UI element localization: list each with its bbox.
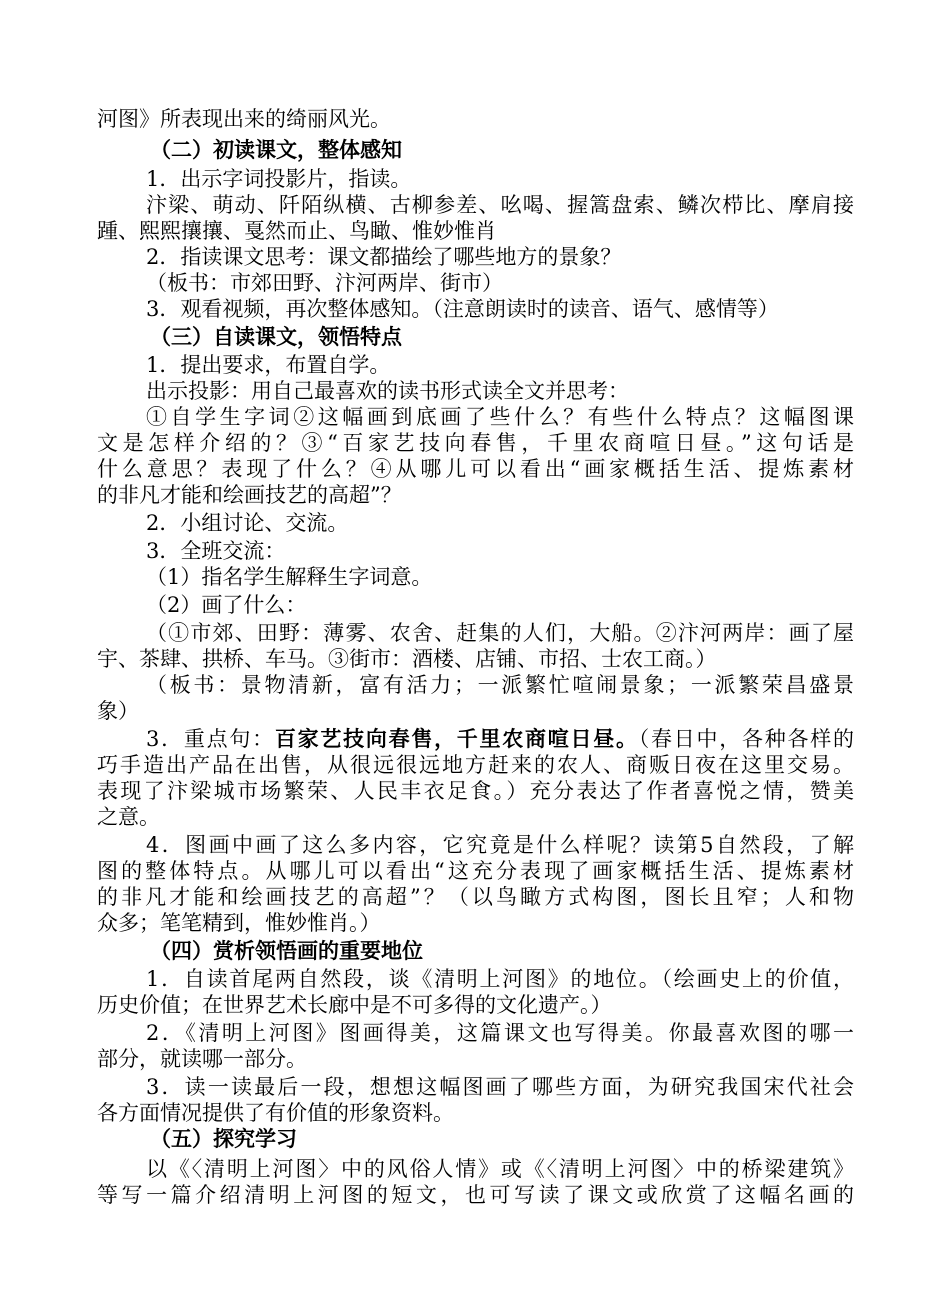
- text-line: 文是怎样介绍的？③“百家艺技向春售，千里农商喧日昼。”这句话是: [97, 431, 854, 455]
- text-line: 2．指读课文思考：课文都描绘了哪些地方的景象？: [146, 245, 622, 269]
- section-heading: （二）初读课文，整体感知: [150, 137, 402, 162]
- text-line: 4．图画中画了这么多内容，它究竟是什么样呢？读第5自然段，了解: [146, 833, 854, 857]
- text-line: 宇、茶肆、拱桥、车马。③街市：酒楼、店铺、市招、士农工商。）: [97, 647, 717, 671]
- text-line: （板书：市郊田野、汴河两岸、街市）: [146, 271, 503, 295]
- text-line: 2．小组讨论、交流。: [146, 511, 349, 535]
- section-heading: （三）自读课文，领悟特点: [150, 324, 402, 349]
- text-line: 汴梁、萌动、阡陌纵横、古柳参差、吆喝、握篙盘索、鳞次栉比、摩肩接: [146, 193, 854, 217]
- text-line: 等写一篇介绍清明上河图的短文，也可写读了课文或欣赏了这幅名画的: [97, 1183, 854, 1207]
- text-line: （板书：景物清新，富有活力；一派繁忙喧闹景象；一派繁荣昌盛景: [146, 673, 854, 697]
- text-line: 众多；笔笔精到，惟妙惟肖。）: [97, 911, 381, 935]
- text-line: 1．提出要求，布置自学。: [146, 353, 391, 377]
- text-line: （①市郊、田野：薄雾、农舍、赶集的人们，大船。②汴河两岸：画了屋: [146, 621, 854, 645]
- text-line: 以《〈清明上河图〉中的风俗人情》或《〈清明上河图〉中的桥梁建筑》: [146, 1157, 854, 1181]
- text-line: 3．全班交流：: [146, 539, 286, 563]
- text-line: 2．《清明上河图》图画得美，这篇课文也写得美。你最喜欢图的哪一: [146, 1021, 854, 1045]
- text-line: （2）画了什么：: [146, 593, 307, 617]
- text-line: ①自学生字词②这幅画到底画了些什么？有些什么特点？这幅图课: [146, 405, 854, 429]
- text-line: 出示投影：用自己最喜欢的读书形式读全文并思考：: [146, 379, 629, 403]
- text-line: 1．自读首尾两自然段，谈《清明上河图》的地位。（绘画史上的价值，: [146, 967, 854, 991]
- section-heading: （四）赏析领悟画的重要地位: [150, 938, 423, 963]
- text-line: （1）指名学生解释生字词意。: [146, 565, 433, 589]
- text-line: 表现了汴梁城市场繁荣、人民丰衣足食。）充分表达了作者喜悦之情，赞美: [97, 779, 854, 803]
- text-line: 象）: [97, 699, 139, 723]
- text-line: 什么意思？表现了什么？④从哪儿可以看出“画家概括生活、提炼素材: [97, 457, 854, 481]
- text-line: 之意。: [97, 805, 160, 829]
- text-line: 部分，就读哪一部分。: [97, 1047, 307, 1071]
- text-line: 踵、熙熙攘攘、戛然而止、鸟瞰、惟妙惟肖: [97, 219, 496, 243]
- text-line: 3．观看视频，再次整体感知。（注意朗读时的读音、语气、感情等）: [146, 297, 779, 321]
- text-line: 巧手造出产品在出售，从很远很远地方赶来的农人、商贩日夜在这里交易。: [97, 753, 854, 777]
- section-heading: （五）探究学习: [150, 1126, 297, 1151]
- text-line: 1．出示字词投影片，指读。: [146, 167, 412, 191]
- text-line: 各方面情况提供了有价值的形象资料。: [97, 1101, 454, 1125]
- text-line: 历史价值；在世界艺术长廊中是不可多得的文化遗产。）: [97, 993, 612, 1017]
- text-line: 3．读一读最后一段，想想这幅图画了哪些方面，为研究我国宋代社会: [146, 1075, 854, 1099]
- key-sentence-prefix: 3．重点句：: [146, 727, 275, 751]
- key-sentence-suffix: （春日中，各种各样的: [638, 727, 854, 751]
- text-line: 的非凡才能和绘画技艺的高超”？（以鸟瞰方式构图，图长且窄；人和物: [97, 885, 854, 909]
- text-line: 河图》所表现出来的绮丽风光。: [97, 107, 391, 131]
- text-line: 的非凡才能和绘画技艺的高超”？: [97, 483, 402, 507]
- text-line: 图的整体特点。从哪儿可以看出“这充分表现了画家概括生活、提炼素材: [97, 859, 854, 883]
- key-sentence-bold: 百家艺技向春售，千里农商喧日昼。: [274, 726, 639, 751]
